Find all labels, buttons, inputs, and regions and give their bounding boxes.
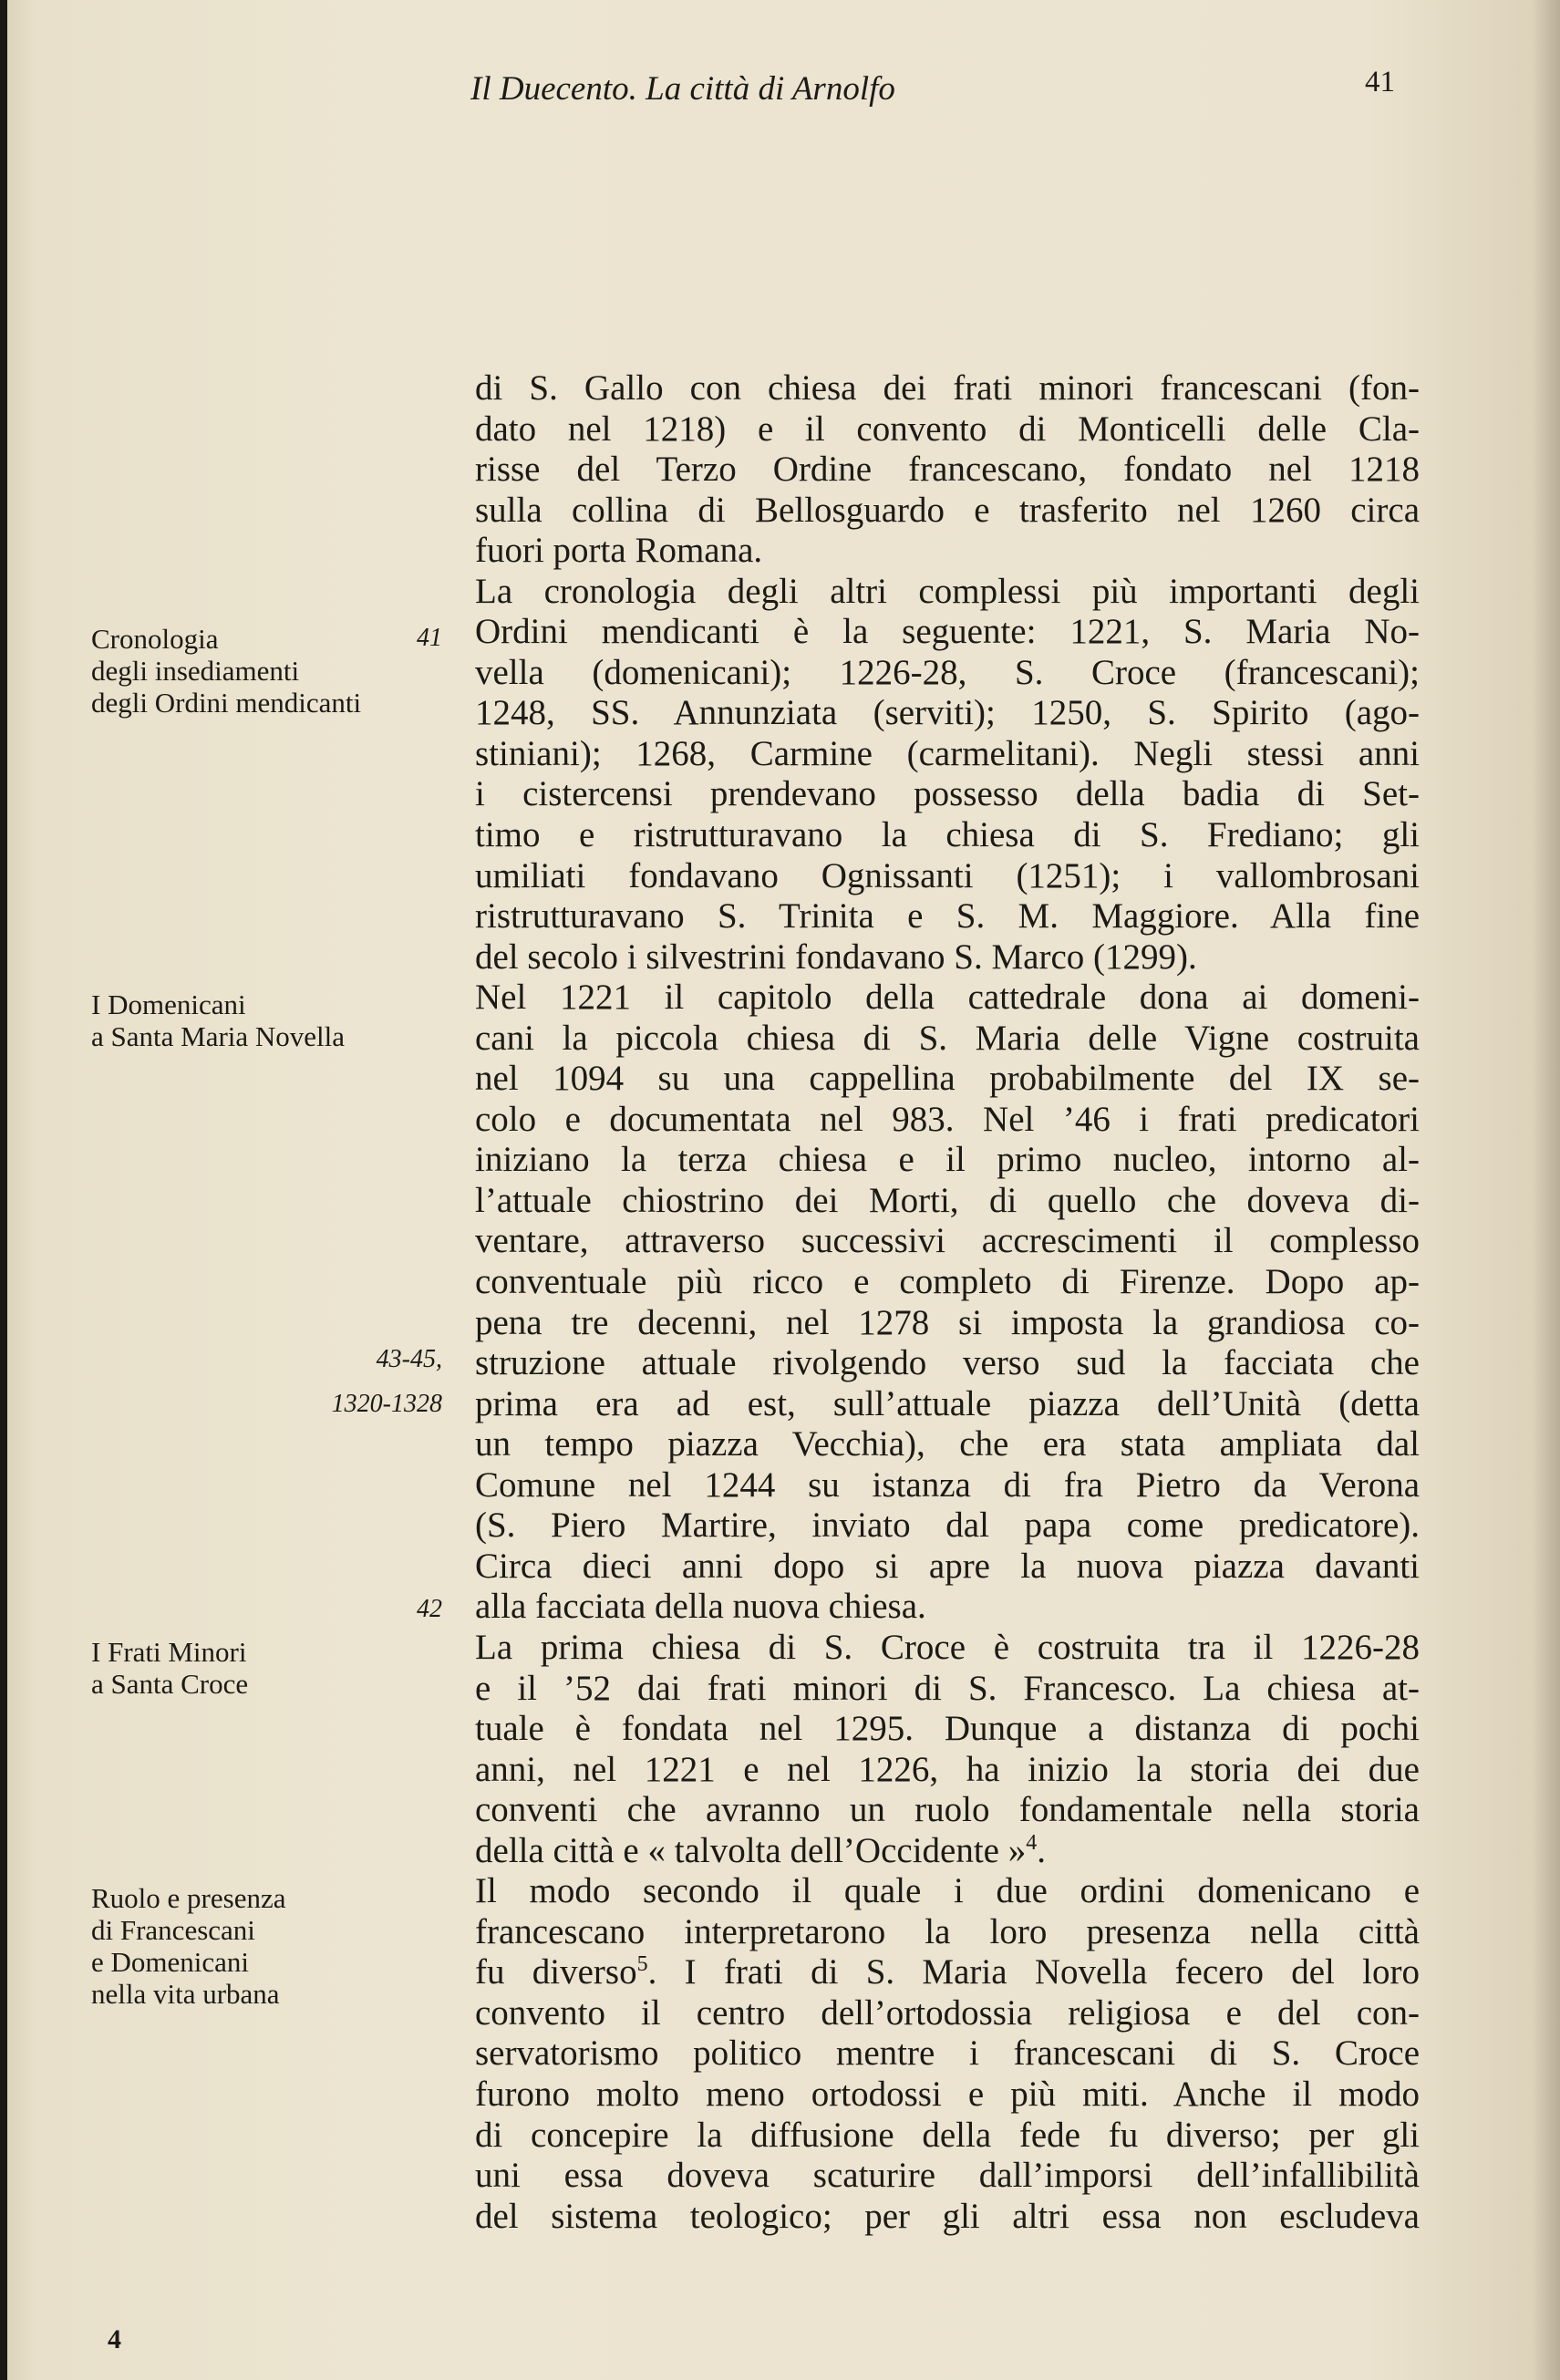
text-line: vella (domenicani); 1226-28, S. Croce (francescani); <box>475 652 1420 692</box>
text-line: La prima chiesa di S. Croce è costruita tra il 1226-28 <box>475 1627 1420 1667</box>
page-edge-shadow <box>0 0 7 2380</box>
text-fragment: fu diverso <box>475 1952 637 1992</box>
text-line: l’attuale chiostrino dei Morti, di quello che doveva di- <box>475 1180 1420 1220</box>
margin-note-ruolo <box>91 1882 456 2010</box>
text-line <box>475 1831 1420 1872</box>
signature-mark: 4 <box>108 2324 121 2354</box>
margin-note-line: I Domenicani <box>91 988 246 1020</box>
text-line: convento il centro dell’ortodossia religiosa e del con- <box>475 1992 1420 2033</box>
text-fragment: . <box>1037 1830 1046 1870</box>
margin-note-line: degli insediamenti <box>91 655 300 687</box>
text-line: alla facciata della nuova chiesa. <box>475 1587 926 1627</box>
text-line: cani la piccola chiesa di S. Maria delle Vigne costruita <box>475 1018 1420 1058</box>
text-line: del secolo i silvestrini fondavano S. Marco (1299). <box>475 936 1197 977</box>
text-line: conventi che avranno un ruolo fondamentale nella storia <box>475 1790 1420 1830</box>
margin-note-line: a Santa Croce <box>91 1668 249 1700</box>
text-line: prima era ad est, sull’attuale piazza dell’Unità (detta <box>475 1383 1420 1423</box>
margin-ref: 1320-1328 <box>331 1390 442 1418</box>
text-fragment: . I frati di S. Maria Novella fecero del loro <box>647 1952 1420 1992</box>
margin-note-line: e Domenicani <box>91 1946 250 1978</box>
text-fragment: della città e « talvolta dell’Occidente » <box>475 1830 1027 1870</box>
text-line: di S. Gallo con chiesa dei frati minori francescani (fon- <box>475 368 1420 408</box>
text-line: Ordini mendicanti è la seguente: 1221, S. Maria No- <box>475 612 1420 652</box>
footnote-ref: 5 <box>636 1952 648 1977</box>
text-line: (S. Piero Martire, inviato dal papa come predicatore). <box>475 1506 1420 1546</box>
text-line: La cronologia degli altri complessi più importanti degli <box>475 571 1420 611</box>
text-line: Nel 1221 il capitolo della cattedrale dona ai domeni- <box>475 978 1420 1018</box>
text-line: pena tre decenni, nel 1278 si imposta la grandiosa co- <box>475 1302 1420 1342</box>
margin-note-cronologia <box>91 623 456 719</box>
margin-note-line: I Frati Minori <box>91 1636 247 1668</box>
text-line: conventuale più ricco e completo di Firenze. Dopo ap- <box>475 1262 1420 1302</box>
text-line: Il modo secondo il quale i due ordini domenicano e <box>475 1871 1420 1911</box>
text-line: uni essa doveva scaturire dall’imporsi dell’infallibilità <box>475 2156 1420 2196</box>
text-line: anni, nel 1221 e nel 1226, ha inizio la storia dei due <box>475 1749 1420 1789</box>
text-line: francescano interpretarono la loro presenza nella città <box>475 1911 1420 1951</box>
margin-note-domenicani <box>91 988 456 1052</box>
text-line: iniziano la terza chiesa e il primo nucleo, intorno al- <box>475 1140 1420 1180</box>
text-line: tuale è fondata nel 1295. Dunque a distanza di pochi <box>475 1709 1420 1749</box>
margin-note-line: Ruolo e presenza <box>91 1882 286 1914</box>
text-line: i cistercensi prendevano possesso della badia di Set- <box>475 774 1420 814</box>
text-line: sulla collina di Bellosguardo e trasferito nel 1260 circa <box>475 490 1420 530</box>
text-line: nel 1094 su una cappellina probabilmente del IX se- <box>475 1059 1420 1099</box>
page-number: 41 <box>1365 66 1395 98</box>
running-title: Il Duecento. La città di Arnolfo <box>470 70 895 108</box>
margin-ref: 42 <box>417 1595 442 1623</box>
text-line: servatorismo politico mentre i francescani di S. Croce <box>475 2033 1420 2074</box>
margin-note-line: nella vita urbana <box>91 1978 280 2010</box>
margin-note-line: Cronologia <box>91 623 219 655</box>
body-text <box>475 368 1420 2237</box>
margin-note-line: degli Ordini mendicanti <box>91 687 362 719</box>
text-line: 1248, SS. Annunziata (serviti); 1250, S. Spirito (ago- <box>475 693 1420 733</box>
text-line: colo e documentata nel 983. Nel ’46 i frati predicatori <box>475 1099 1420 1139</box>
text-line: del sistema teologico; per gli altri essa non escludeva <box>475 2196 1420 2236</box>
text-line: un tempo piazza Vecchia), che era stata ampliata dal <box>475 1424 1420 1464</box>
text-line: risse del Terzo Ordine francescano, fondato nel 1218 <box>475 450 1420 490</box>
text-line: stiniani); 1268, Carmine (carmelitani). Negli stessi anni <box>475 733 1420 773</box>
text-line: ristrutturavano S. Trinita e S. M. Maggiore. Alla fine <box>475 896 1420 936</box>
text-line: e il ’52 dai frati minori di S. Francesco. La chiesa at- <box>475 1668 1420 1708</box>
margin-note-frati-minori <box>91 1636 456 1700</box>
text-line: struzione attuale rivolgendo verso sud la facciata che <box>475 1343 1420 1383</box>
text-line: ventare, attraverso successivi accrescimenti il complesso <box>475 1221 1420 1261</box>
text-line <box>475 1952 1420 1993</box>
text-line: Circa dieci anni dopo si apre la nuova piazza davanti <box>475 1546 1420 1586</box>
text-line: dato nel 1218) e il convento di Monticelli delle Cla- <box>475 409 1420 449</box>
margin-note-line: a Santa Maria Novella <box>91 1020 346 1052</box>
text-line: furono molto meno ortodossi e più miti. Anche il modo <box>475 2074 1420 2114</box>
text-line: timo e ristrutturavano la chiesa di S. Frediano; gli <box>475 815 1420 855</box>
footnote-ref: 4 <box>1026 1830 1038 1855</box>
text-line: Comune nel 1244 su istanza di fra Pietro da Verona <box>475 1464 1420 1505</box>
margin-note-line: di Francescani <box>91 1914 255 1946</box>
margin-ref: 41 <box>417 624 442 652</box>
margin-ref: 43-45, <box>376 1345 442 1373</box>
text-line: di concepire la diffusione della fede fu diverso; per gli <box>475 2115 1420 2155</box>
text-line: fuori porta Romana. <box>475 531 763 571</box>
text-line: umiliati fondavano Ognissanti (1251); i vallombrosani <box>475 855 1420 895</box>
